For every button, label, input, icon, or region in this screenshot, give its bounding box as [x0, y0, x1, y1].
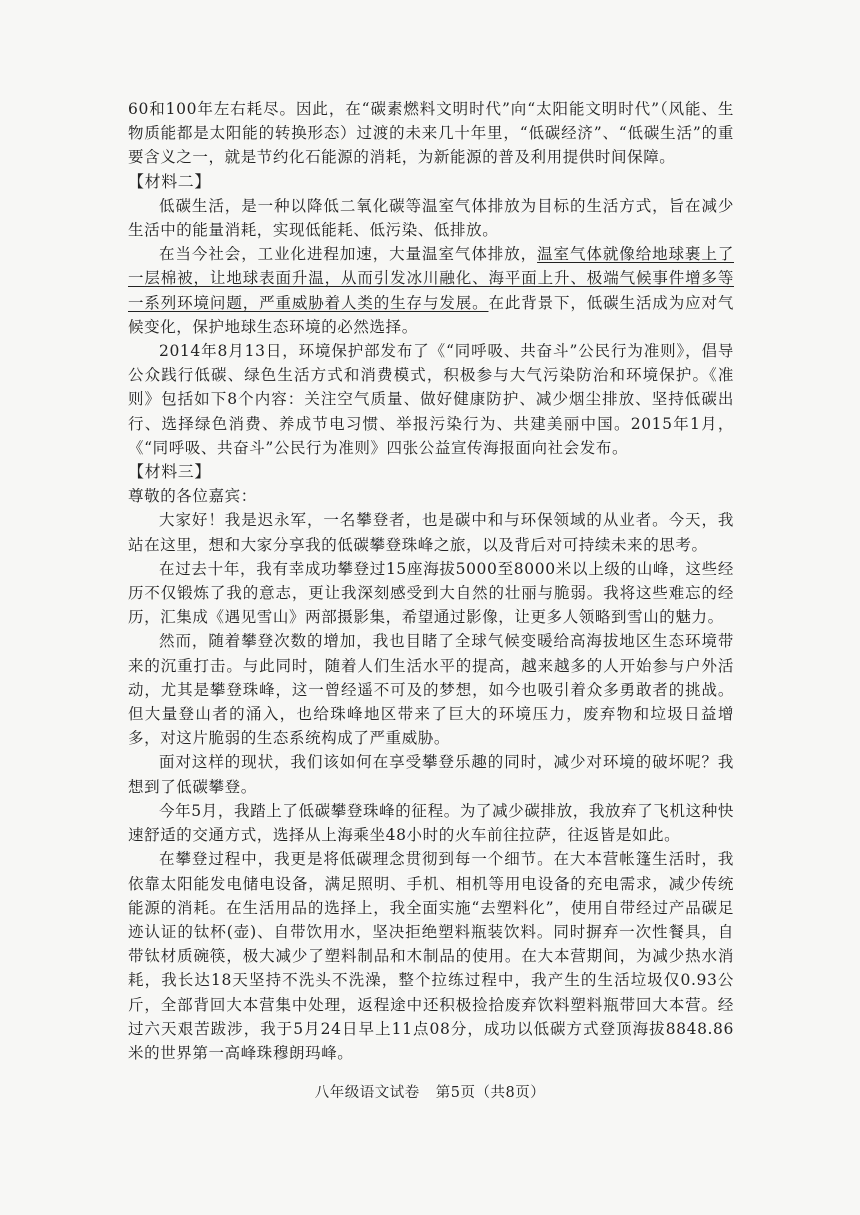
page-number: 第5页（共8页）: [435, 1085, 546, 1101]
material1-tail-paragraph: 60和100年左右耗尽。因此，在“碳素燃料文明时代”向“太阳能文明时代”（风能、生物质能都是太阳能的转换形态）过渡的未来几十年里，“低碳经济”、“低碳生活”的重要含义之一，就是节约化石能源的消耗，为新能源的普及利用提供时间保障。: [128, 100, 734, 167]
exam-name: 八年级语文试卷: [314, 1085, 420, 1101]
material3-heading: 【材料三】: [128, 462, 212, 482]
page-content: [128, 97, 734, 1065]
material3-paragraph-2: 在过去十年，我有幸成功攀登过15座海拔5000至8000米以上级的山峰，这些经历不仅锻炼了我的意志，更让我深刻感受到大自然的壮丽与脆弱。我将这些难忘的经历，汇集成《遇见雪山》两部摄影集，希望通过影像，让更多人领略到雪山的魅力。: [128, 559, 734, 627]
material3-paragraph-1: 大家好！我是迟永军，一名攀登者，也是碳中和与环保领域的从业者。今天，我站在这里，想和大家分享我的低碳攀登珠峰之旅，以及背后对可持续未来的思考。: [128, 511, 734, 554]
underlined-sentence: 温室气体就像给地球裹上了一层棉被，让地球表面升温，从而引发冰川融化、海平面上升、极端气候事件增多等一系列环境问题，严重威胁着人类的生存与发展。: [128, 245, 734, 312]
material3-paragraph-3: 然而，随着攀登次数的增加，我也目睹了全球气候变暖给高海拔地区生态环境带来的沉重打击。与此同时，随着人们生活水平的提高，越来越多的人开始参与户外活动，尤其是攀登珠峰，这一曾经遥不可及的梦想，如今也吸引着众多勇敢者的挑战。但大量登山者的涌入，也给珠峰地区带来了巨大的环境压力，废弃物和垃圾日益增多，对这片脆弱的生态系统构成了严重威胁。: [128, 632, 734, 748]
material2-paragraph-2-before: 在当今社会，工业化进程加速，大量温室气体排放，: [159, 245, 538, 264]
material2-paragraph-1: 低碳生活，是一种以降低二氧化碳等温室气体排放为目标的生活方式，旨在减少生活中的能量消耗，实现低能耗、低污染、低排放。: [128, 196, 734, 240]
material2-heading: 【材料二】: [128, 171, 212, 191]
material2-paragraph-3: 2014年8月13日，环境保护部发布了《“同呼吸、共奋斗”公民行为准则》，倡导公众践行低碳、绿色生活方式和消费模式，积极参与大气污染防治和环境保护。《准则》包括如下8个内容：关注空气质量、做好健康防护、减少烟尘排放、坚持低碳出行、选择绿色消费、养成节电习惯、举报污染行为、共建美丽中国。2015年1月，《“同呼吸、共奋斗”公民行为准则》四张公益宣传海报面向社会发布。: [128, 342, 734, 457]
material2-paragraph-2-after: 在此背景下，低碳生活成为应对气候变化，保护地球生态环境的必然选择。: [128, 293, 734, 336]
material3-salutation: 尊敬的各位嘉宾：: [128, 487, 257, 506]
material2-paragraph-2: [128, 242, 734, 339]
page-footer: [0, 1081, 860, 1102]
material3-paragraph-6: 在攀登过程中，我更是将低碳理念贯彻到每一个细节。在大本营帐篷生活时，我依靠太阳能发电储电设备，满足照明、手机、相机等用电设备的充电需求，减少传统能源的消耗。在生活用品的选择上，我全面实施“去塑料化”，使用自带经过产品碳足迹认证的钛杯(壶)、自带饮用水，坚决拒绝塑料瓶装饮料。同时摒弃一次性餐具，自带钛材质碗筷，极大减少了塑料制品和木制品的使用。在大本营期间，为减少热水消耗，我长达18天坚持不洗头不洗澡，整个拉练过程中，我产生的生活垃圾仅0.93公斤，全部背回大本营集中处理，返程途中还积极捡拾废弃饮料塑料瓶带回大本营。经过六天艰苦跋涉，我于5月24日早上11点08分，成功以低碳方式登顶海拔8848.86米的世界第一高峰珠穆朗玛峰。: [128, 850, 734, 1062]
material3-paragraph-5: 今年5月，我踏上了低碳攀登珠峰的征程。为了减少碳排放，我放弃了飞机这种快速舒适的交通方式，选择从上海乘坐48小时的火车前往拉萨，往返皆是如此。: [128, 801, 734, 845]
material3-paragraph-4: 面对这样的现状，我们该如何在享受攀登乐趣的同时，减少对环境的破坏呢？我想到了低碳攀登。: [128, 753, 734, 796]
